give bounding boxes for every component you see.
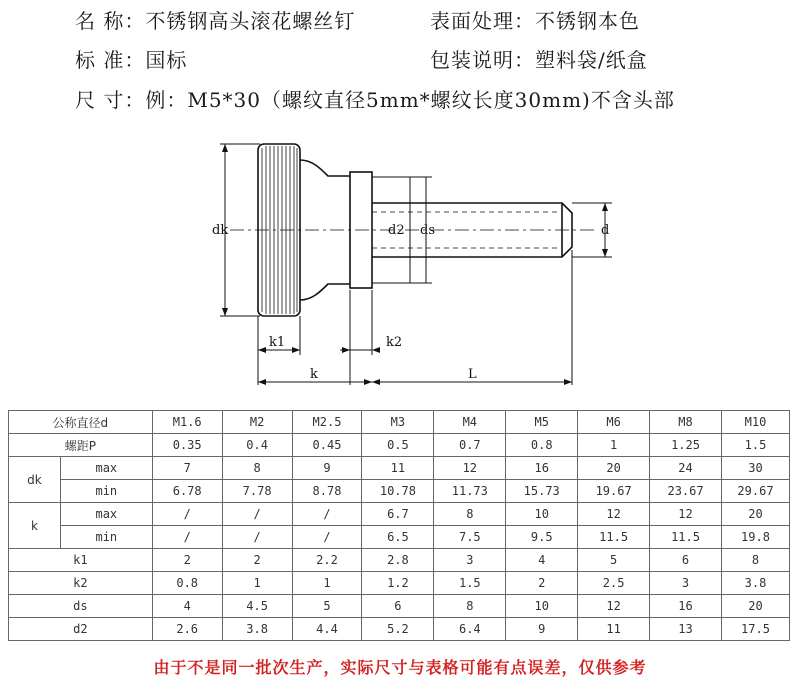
table-cell: 5.2 bbox=[362, 618, 434, 641]
table-cell: 6.5 bbox=[362, 526, 434, 549]
header-size: M2.5 bbox=[292, 411, 362, 434]
table-cell: 2.2 bbox=[292, 549, 362, 572]
table-cell: 12 bbox=[578, 595, 650, 618]
spec-standard-value: 国标 bbox=[145, 48, 188, 72]
spec-packing-sep: ： bbox=[514, 48, 535, 72]
table-cell: 8.78 bbox=[292, 480, 362, 503]
dk-max-label: max bbox=[60, 457, 152, 480]
table-cell: 1.5 bbox=[434, 572, 506, 595]
spec-name-value: 不锈钢高头滚花螺丝钉 bbox=[145, 9, 356, 33]
spec-surface-label: 表面处理 bbox=[430, 9, 514, 33]
spec-size bbox=[75, 84, 675, 113]
header-size: M3 bbox=[362, 411, 434, 434]
table-cell: 20 bbox=[721, 503, 789, 526]
table-cell: 0.7 bbox=[434, 434, 506, 457]
table-cell: 1 bbox=[292, 572, 362, 595]
header-label: 公称直径d bbox=[9, 411, 153, 434]
table-cell: 10 bbox=[506, 503, 578, 526]
table-cell: 16 bbox=[506, 457, 578, 480]
table-cell: 12 bbox=[434, 457, 506, 480]
header-size: M10 bbox=[721, 411, 789, 434]
table-cell: / bbox=[292, 503, 362, 526]
k-max-label: max bbox=[60, 503, 152, 526]
spec-standard bbox=[75, 44, 187, 73]
table-row-dk-min bbox=[9, 480, 790, 503]
table-cell: 0.35 bbox=[152, 434, 222, 457]
table-cell: 8 bbox=[434, 595, 506, 618]
table-cell: 20 bbox=[578, 457, 650, 480]
table-cell: 11 bbox=[362, 457, 434, 480]
label-ds: ds bbox=[420, 223, 435, 238]
table-cell: 20 bbox=[721, 595, 789, 618]
k-min-label: min bbox=[60, 526, 152, 549]
table-cell: 9 bbox=[292, 457, 362, 480]
spec-standard-sep: ： bbox=[124, 48, 146, 72]
header-size: M8 bbox=[650, 411, 722, 434]
table-cell: 7.78 bbox=[222, 480, 292, 503]
header-size: M5 bbox=[506, 411, 578, 434]
header-size: M1.6 bbox=[152, 411, 222, 434]
table-cell: 8 bbox=[434, 503, 506, 526]
table-cell: 2 bbox=[506, 572, 578, 595]
table-cell: 7.5 bbox=[434, 526, 506, 549]
table-cell: 10.78 bbox=[362, 480, 434, 503]
dk-min-label: min bbox=[60, 480, 152, 503]
k2-label: k2 bbox=[9, 572, 153, 595]
table-cell: 6.7 bbox=[362, 503, 434, 526]
label-k1: k1 bbox=[269, 335, 286, 350]
table-cell: 0.4 bbox=[222, 434, 292, 457]
spec-size-sep: ： bbox=[124, 88, 146, 112]
table-cell: 2.6 bbox=[152, 618, 222, 641]
ds-label: ds bbox=[9, 595, 153, 618]
table-row-k1 bbox=[9, 549, 790, 572]
label-L: L bbox=[468, 367, 477, 382]
table-cell: 5 bbox=[578, 549, 650, 572]
table-cell: 11 bbox=[578, 618, 650, 641]
spec-standard-label: 标 准 bbox=[75, 48, 125, 72]
spec-packing-value: 塑料袋/纸盒 bbox=[535, 48, 648, 72]
table-cell: 8 bbox=[222, 457, 292, 480]
table-cell: 9.5 bbox=[506, 526, 578, 549]
label-d2: d2 bbox=[388, 223, 405, 238]
table-cell: 3 bbox=[650, 572, 722, 595]
table-cell: 1.2 bbox=[362, 572, 434, 595]
table-cell: 11.5 bbox=[650, 526, 722, 549]
table-cell: 3.8 bbox=[721, 572, 789, 595]
spec-packing-label: 包装说明 bbox=[430, 48, 514, 72]
table-cell: 1 bbox=[578, 434, 650, 457]
table-cell: / bbox=[152, 503, 222, 526]
spec-name bbox=[75, 5, 355, 34]
table-cell: 12 bbox=[578, 503, 650, 526]
label-k: k bbox=[310, 367, 318, 382]
table-row-k2 bbox=[9, 572, 790, 595]
table-cell: 12 bbox=[650, 503, 722, 526]
table-row-ds bbox=[9, 595, 790, 618]
table-cell: 0.8 bbox=[506, 434, 578, 457]
label-d: d bbox=[601, 223, 610, 238]
header-size: M2 bbox=[222, 411, 292, 434]
pitch-label: 螺距P bbox=[9, 434, 153, 457]
spec-size-label: 尺 寸 bbox=[75, 88, 125, 112]
table-cell: 16 bbox=[650, 595, 722, 618]
table-cell: 29.67 bbox=[721, 480, 789, 503]
table-cell: 2.8 bbox=[362, 549, 434, 572]
table-cell: 1 bbox=[222, 572, 292, 595]
table-cell: 7 bbox=[152, 457, 222, 480]
table-cell: 1.5 bbox=[721, 434, 789, 457]
table-cell: / bbox=[292, 526, 362, 549]
table-cell: 0.5 bbox=[362, 434, 434, 457]
table-cell: / bbox=[152, 526, 222, 549]
table-cell: 4 bbox=[506, 549, 578, 572]
table-cell: / bbox=[222, 503, 292, 526]
table-row-k-min bbox=[9, 526, 790, 549]
table-cell: 4.5 bbox=[222, 595, 292, 618]
table-cell: 13 bbox=[650, 618, 722, 641]
table-cell: 4.4 bbox=[292, 618, 362, 641]
spec-packing bbox=[430, 44, 648, 73]
table-cell: 6.78 bbox=[152, 480, 222, 503]
spec-name-sep: ： bbox=[124, 9, 146, 33]
table-cell: 2 bbox=[152, 549, 222, 572]
spec-surface-value: 不锈钢本色 bbox=[535, 9, 640, 33]
table-cell: 11.5 bbox=[578, 526, 650, 549]
table-cell: 5 bbox=[292, 595, 362, 618]
thumb-screw-drawing bbox=[200, 130, 620, 400]
spec-table bbox=[8, 410, 790, 641]
table-cell: 8 bbox=[721, 549, 789, 572]
table-cell: 2.5 bbox=[578, 572, 650, 595]
table-row-d2 bbox=[9, 618, 790, 641]
header-size: M4 bbox=[434, 411, 506, 434]
header-size: M6 bbox=[578, 411, 650, 434]
disclaimer-text: 由于不是同一批次生产，实际尺寸与表格可能有点误差，仅供参考 bbox=[153, 658, 647, 677]
table-row-header bbox=[9, 411, 790, 434]
dk-label: dk bbox=[9, 457, 61, 503]
table-cell: 24 bbox=[650, 457, 722, 480]
table-cell: 17.5 bbox=[721, 618, 789, 641]
table-cell: 11.73 bbox=[434, 480, 506, 503]
table-cell: 3.8 bbox=[222, 618, 292, 641]
spec-name-label: 名 称 bbox=[75, 9, 125, 33]
label-k2: k2 bbox=[386, 335, 403, 350]
table-row-dk-max bbox=[9, 457, 790, 480]
table-cell: 9 bbox=[506, 618, 578, 641]
spec-size-value: 例：M5*30（螺纹直径5mm*螺纹长度30mm)不含头部 bbox=[145, 88, 675, 112]
table-cell: / bbox=[222, 526, 292, 549]
table-cell: 0.45 bbox=[292, 434, 362, 457]
k1-label: k1 bbox=[9, 549, 153, 572]
table-cell: 10 bbox=[506, 595, 578, 618]
label-dk: dk bbox=[212, 223, 229, 238]
d2-label: d2 bbox=[9, 618, 153, 641]
table-cell: 6 bbox=[650, 549, 722, 572]
table-cell: 23.67 bbox=[650, 480, 722, 503]
table-cell: 30 bbox=[721, 457, 789, 480]
table-cell: 6 bbox=[362, 595, 434, 618]
table-cell: 0.8 bbox=[152, 572, 222, 595]
table-cell: 19.8 bbox=[721, 526, 789, 549]
table-cell: 6.4 bbox=[434, 618, 506, 641]
table-row-k-max bbox=[9, 503, 790, 526]
table-cell: 1.25 bbox=[650, 434, 722, 457]
table-row-pitch bbox=[9, 434, 790, 457]
table-cell: 19.67 bbox=[578, 480, 650, 503]
spec-surface bbox=[430, 5, 640, 34]
table-cell: 3 bbox=[434, 549, 506, 572]
k-label: k bbox=[9, 503, 61, 549]
table-cell: 2 bbox=[222, 549, 292, 572]
table-cell: 15.73 bbox=[506, 480, 578, 503]
table-cell: 4 bbox=[152, 595, 222, 618]
spec-surface-sep: ： bbox=[514, 9, 535, 33]
